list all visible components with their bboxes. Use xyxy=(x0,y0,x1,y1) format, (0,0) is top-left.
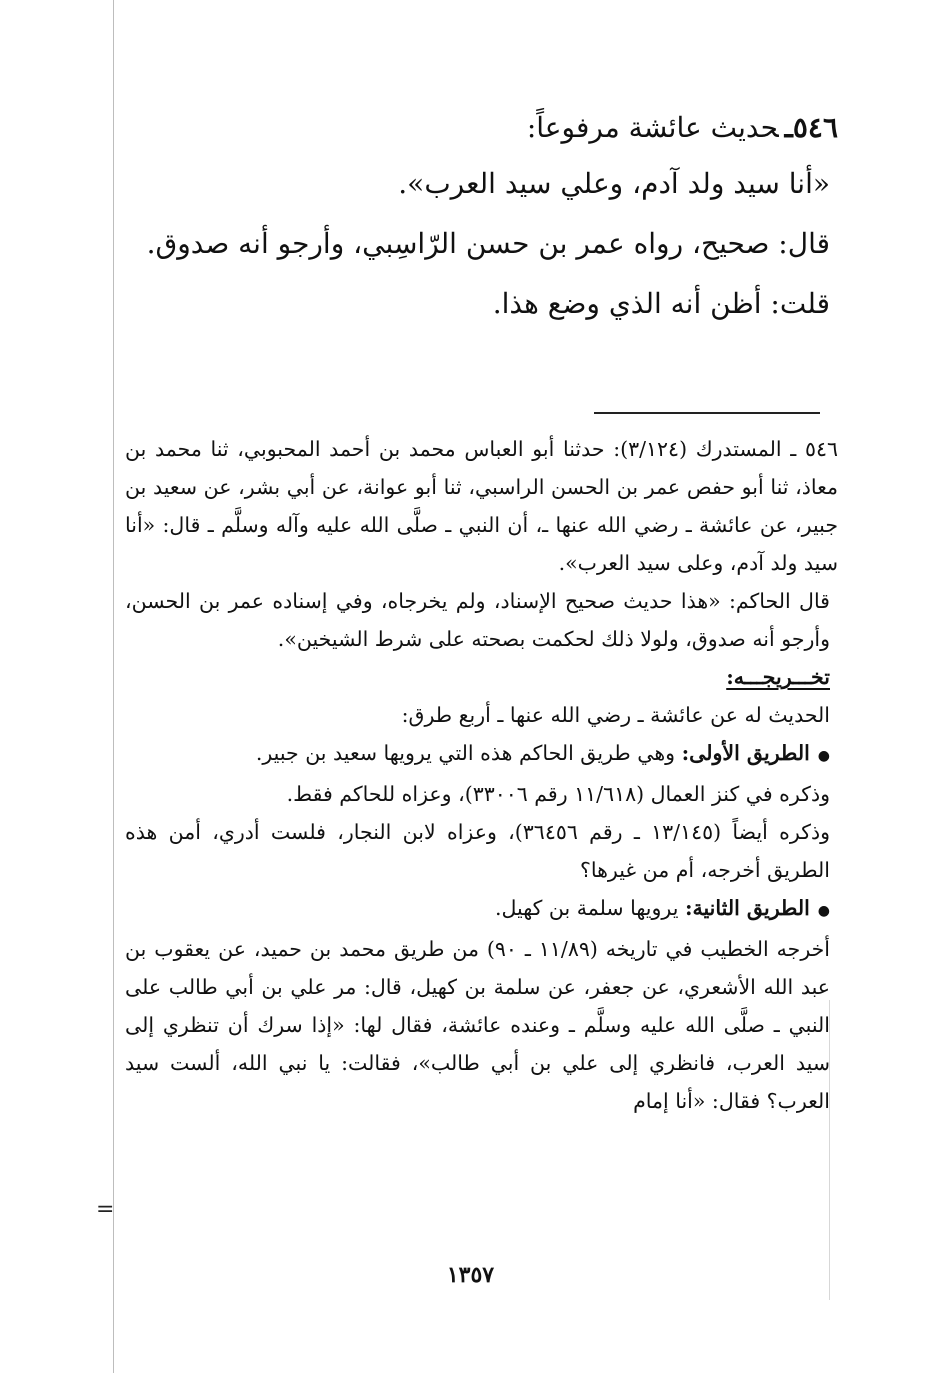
main-text xyxy=(125,100,838,332)
entry-heading xyxy=(125,100,838,156)
takhrij-intro: الحديث له عن عائشة ـ رضي الله عنها ـ أربع طرق: xyxy=(401,703,830,727)
takhrij-heading: تخـــريجـــه: xyxy=(726,665,830,689)
way-one-label: الطريق الأولى: xyxy=(681,741,810,765)
kanz-reference-1: وذكره في كنز العمال (١١/٦١٨ رقم ٣٣٠٠٦)، وعزاه للحاكم فقط. xyxy=(286,782,830,806)
footnote-source: المستدرك (٣/١٢٤): حدثنا أبو العباس محمد بن أحمد المحبوبي، ثنا محمد بن معاذ، ثنا أبو حفص عمر بن الحسن الراسبي، ثنا أبو عوانة، عن أبي بشر، عن سعيد بن جبير، عن عائشة ـ رضي الله عنها ـ، أن النبي ـ صلَّى الله عليه وآله وسلَّم ـ قال: «أنا سيد ولد آدم، وعلى سيد العرب». xyxy=(125,437,838,575)
khatib-reference: أخرجه الخطيب في تاريخه (١١/٨٩ ـ ٩٠) من طريق محمد بن حميد، عن يعقوب بن عبد الله الأشعري، عن جعفر، عن سلمة بن كهيل، قال: مر علي بن أبي طالب على النبي ـ صلَّى الله عليه وسلَّم ـ وعنده عائشة، فقال لها: «إذا سرك أن تنظري إلى سيد العرب، فانظري إلى علي بن أبي طالب»، فقالت: يا نبي الله، ألست سيد العرب؟ فقال: «أنا إمام xyxy=(125,937,830,1113)
hadith-text: «أنا سيد ولد آدم، وعلي سيد العرب». xyxy=(398,167,830,200)
entry-title: حديث عائشة مرفوعاً: xyxy=(526,111,779,144)
qult-text: قلت: أظن أنه الذي وضع هذا. xyxy=(492,287,830,320)
page-number: ١٣٥٧ xyxy=(446,1262,495,1288)
footnote-number: ٥٤٦ ـ xyxy=(790,437,838,461)
continuation-mark: = xyxy=(96,1197,115,1222)
way-two xyxy=(125,889,830,930)
way-one xyxy=(125,734,830,775)
way-two-text: يرويها سلمة بن كهيل. xyxy=(494,896,679,920)
kanz-reference-2: وذكره أيضاً (١٣/١٤٥ ـ رقم ٣٦٤٥٦)، وعزاه لابن النجار، فلست أدري، أمن هذه الطريق أخرجه، أم من غيرها؟ xyxy=(125,820,831,882)
scan-edge-line xyxy=(113,0,114,1373)
way-two-label: الطريق الثانية: xyxy=(684,896,810,920)
way-one-text: وهي طريق الحاكم هذه التي يرويها سعيد بن جبير. xyxy=(255,741,676,765)
hakim-statement: قال الحاكم: «هذا حديث صحيح الإسناد، ولم يخرجاه، وفي إسناده عمر بن الحسن، وأرجو أنه صدوق، ولولا ذلك لحكمت بصحته على شرط الشيخين». xyxy=(125,589,830,651)
qal-text: قال: صحيح، رواه عمر بن حسن الرّاسِبي، وأرجو أنه صدوق. xyxy=(146,227,830,260)
footnote-paragraph xyxy=(125,430,838,582)
footnotes xyxy=(125,430,838,1120)
entry-number: ٥٤٦ـ xyxy=(784,111,838,144)
footnote-separator xyxy=(594,412,820,414)
